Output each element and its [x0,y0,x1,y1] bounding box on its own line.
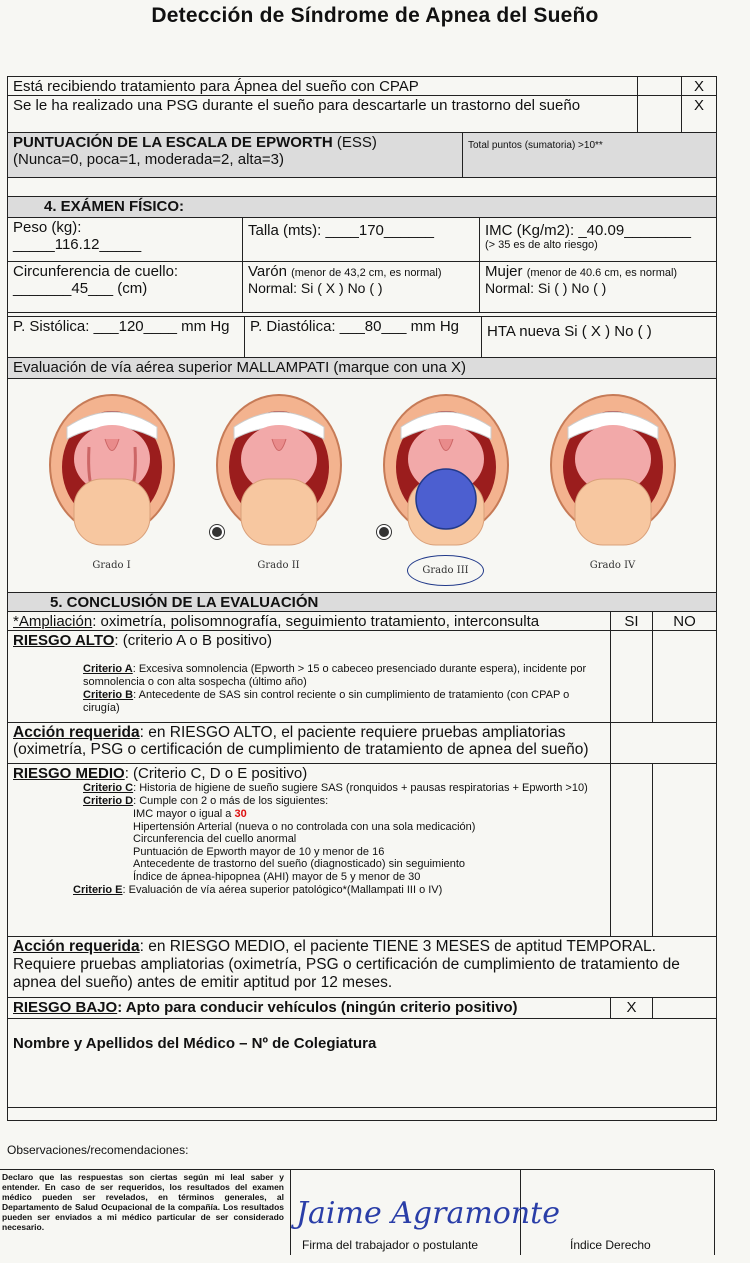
mujer-normal: Normal: Si ( ) No ( ) [485,280,607,296]
varon-note: (menor de 43,2 cm, es normal) [291,267,442,279]
riesgo-medio-title: RIESGO MEDIO [13,765,125,782]
riesgo-alto-rest: : (criterio A o B positivo) [114,632,272,649]
ampliacion-text: : oximetría, polisomnografía, seguimiento tratamiento, interconsulta [92,613,540,630]
criterio-d-label: Criterio D [83,795,134,807]
cuello-label: Circunferencia de cuello: [13,263,179,280]
grade-label: Grado II [257,560,300,571]
criterio-a-text: : Excesiva somnolencia (Epworth > 15 o cabeceo presenciado durante espera), incidente por somnolencia o con alta sospecha (último año) [83,663,587,688]
mallampati-title: Evaluación de vía aérea superior MALLAMPATI (marque con una X) [13,359,467,376]
sistolica-field: P. Sistólica: ___120____ mm Hg [8,317,245,357]
grade-label: Grado I [92,560,131,571]
epworth-abbr: (ESS) [336,134,377,151]
accion-alto-text: : en RIESGO ALTO, el paciente requiere pruebas ampliatorias (oximetría, PSG o certificación de cumplimiento de tratamiento de apnea del sueño) [13,724,589,758]
accion-alto-label: Acción requerida [13,724,140,741]
riesgo-bajo [8,998,611,1018]
indice-label: Índice Derecho [570,1238,651,1252]
mallampati-grade-2 [204,387,354,586]
epworth-section [8,133,463,177]
criterio-d-text: : Cumple con 2 o más de los siguientes: [133,795,329,807]
accion-medio [8,937,716,997]
cuello-value: _______45___ (cm) [13,280,148,297]
varon-cell [243,262,480,312]
riesgo-alto-title: RIESGO ALTO [13,632,115,649]
signature: Jaime Agramonte [296,1196,560,1231]
riesgo-medio-rest: : (Criterio C, D o E positivo) [124,765,308,782]
firma-label: Firma del trabajador o postulante [302,1238,479,1252]
epworth-total: Total puntos (sumatoria) >10** [468,140,603,151]
no-header: NO [673,613,696,630]
d-criteria-item: Antecedente de trastorno del sueño (diagnosticado) sin seguimiento [133,858,466,871]
grade-marker-b [210,525,224,539]
exam-header: 4. EXÁMEN FÍSICO: [44,198,185,215]
criterio-d [13,795,605,808]
criterio-e-text: : Evaluación de vía aérea superior patológico*(Mallampati III o IV) [122,883,443,896]
mouth-illustration [381,387,511,547]
criterio-a-label: Criterio A [83,663,133,675]
accion-medio-text: : en RIESGO MEDIO, el paciente TIENE 3 MESES de aptitud TEMPORAL. Requiere pruebas ampliatorias (oximetría, PSG o certificación de cumplimiento de tratamiento de apnea del sueño) antes de emitir aptitud por 12 meses. [13,938,680,991]
evaluation-form [7,76,717,1121]
d-item-imc [13,808,605,821]
mallampati-grade-4 [538,387,688,586]
psg-mark: X [693,97,704,114]
criterio-c [13,782,605,795]
riesgo-bajo-title: RIESGO BAJO [13,999,118,1016]
mouth-illustration [548,387,678,547]
criterio-e-label: Criterio E [73,883,123,896]
si-header: SI [611,612,653,630]
riesgo-medio-block [8,764,611,936]
cuello-cell [8,262,243,312]
d-criteria-item: Circunferencia del cuello anormal [133,833,297,846]
grade-label: Grado III [407,555,483,586]
conclusion-header: 5. CONCLUSIÓN DE LA EVALUACIÓN [50,594,319,611]
criterio-b [13,689,605,715]
question-psg: Se le ha realizado una PSG durante el sueño para descartarle un trastorno del sueño [8,96,638,132]
riesgo-alto-block [8,631,611,722]
imc-note: (> 35 es de alto riesgo) [485,239,598,251]
ampliacion-label: *Ampliación [13,613,93,630]
doctor-label: Nombre y Apellidos del Médico – Nº de Colegiatura [13,1035,377,1052]
declaration-text: Declaro que las respuestas son ciertas según mi leal saber y entender. En caso de ser requeridos, los resultados del examen médico pueden ser revelados, en términos generales, al Departamento de Salud Ocupacional de la compañía. Los resultados pueden ser enviados a mi médico particular de ser considerado necesario. [2,1172,284,1232]
question-cpap: Está recibiendo tratamiento para Ápnea del sueño con CPAP [8,77,638,95]
imc-item-text: IMC mayor o igual a [133,808,235,820]
mallampati-grade-3 [371,387,521,586]
mouth-illustration [214,387,344,547]
mallampati-grade-1 [37,387,187,586]
mujer-label: Mujer [485,263,523,280]
diastolica-field: P. Diastólica: ___80___ mm Hg [245,317,482,357]
mallampati-panel [8,379,716,592]
imc-item-value: 30 [234,808,247,820]
grade-marker-c [377,525,391,539]
mujer-note: (menor de 40.6 cm, es normal) [526,267,678,279]
page-title: Detección de Síndrome de Apnea del Sueño [151,4,599,27]
d-criteria-item: Puntuación de Epworth mayor de 10 y menor de 16 [133,845,385,858]
varon-label: Varón [248,263,287,280]
imc-cell [480,218,716,261]
mouth-illustration [47,387,177,547]
grade-label: Grado IV [589,560,636,571]
mujer-cell [480,262,716,312]
accion-alto [8,723,611,763]
imc-field: IMC (Kg/m2): _40.09________ [485,222,691,239]
d-criteria-item: Hipertensión Arterial (nueva o no controlada con una sola medicación) [133,820,476,833]
criterio-c-label: Criterio C [83,782,134,794]
criterio-c-text: : Historia de higiene de sueño sugiere SAS (ronquidos + pausas respiratorias + Epworth >10) [133,782,588,794]
ampliacion-row [8,612,611,630]
riesgo-bajo-mark: X [611,998,653,1018]
cpap-mark: X [693,78,704,95]
hta-field: HTA nueva Si ( X ) No ( ) [487,323,652,340]
talla-field: Talla (mts): ____170______ [243,218,480,261]
criterio-e [13,884,605,897]
varon-normal: Normal: Si ( X ) No ( ) [248,280,383,296]
criterio-b-text: : Antecedente de SAS sin control reciente o sin cumplimiento de tratamiento (con CPAP o cirugía) [83,689,570,714]
observaciones-label: Observaciones/recomendaciones: [7,1143,189,1157]
peso-cell [8,218,243,261]
peso-value: _____116.12_____ [13,236,142,253]
d-criteria-item: Índice de ápnea-hipopnea (AHI) mayor de 5 y menor de 30 [133,870,421,883]
epworth-scale: (Nunca=0, poca=1, moderada=2, alta=3) [13,151,285,168]
peso-label: Peso (kg): [13,219,82,236]
epworth-title: PUNTUACIÓN DE LA ESCALA DE EPWORTH [13,134,333,151]
criterio-b-label: Criterio B [83,689,134,701]
criterio-a [13,663,605,689]
riesgo-bajo-rest: : Apto para conducir vehículos (ningún criterio positivo) [117,999,518,1016]
accion-medio-label: Acción requerida [13,938,140,955]
